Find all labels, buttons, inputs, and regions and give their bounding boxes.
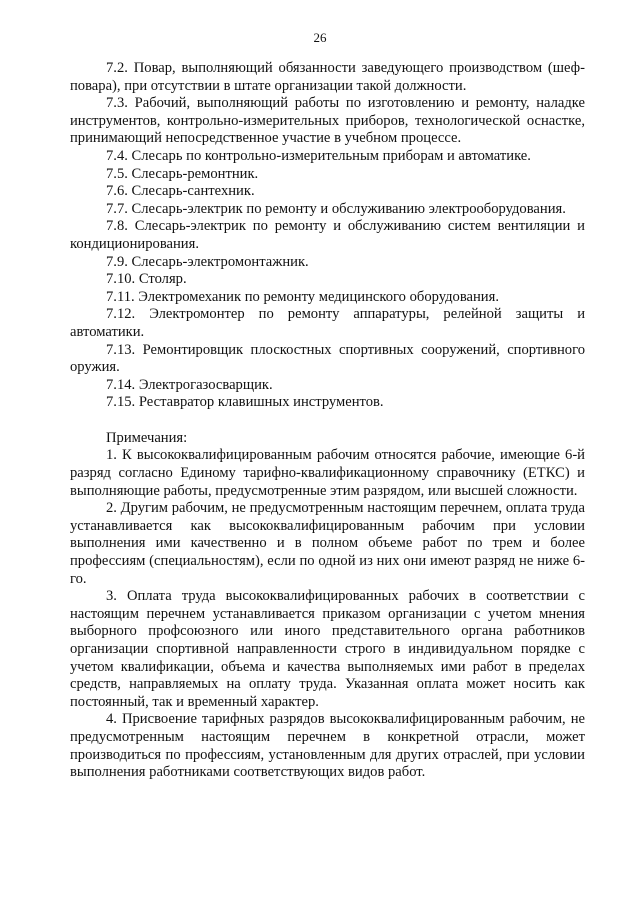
- list-item: 7.8. Слесарь-электрик по ремонту и обслуживанию систем вентиляции и кондиционирования.: [70, 218, 585, 252]
- list-item: 7.9. Слесарь-электромонтажник.: [106, 253, 309, 270]
- document-body: [70, 60, 585, 782]
- note-paragraph: 3. Оплата труда высококвалифицированных рабочих в соответствии с настоящим перечнем устанавливается приказом организации с учетом мнения выборного профсоюзного или иного представительного органа работников организации спортивной направленности строго в индивидуальном порядке с учетом квалификации, объема и качества выполняемых ими работ в пределах средств, направляемых на оплату труда. Указанная оплата может носить как постоянный, так и временный характер.: [70, 588, 585, 710]
- list-item: 7.7. Слесарь-электрик по ремонту и обслуживанию электрооборудования.: [106, 200, 566, 217]
- notes-title: Примечания:: [106, 429, 188, 446]
- list-item: 7.6. Слесарь-сантехник.: [106, 183, 255, 200]
- list-item: 7.11. Электромеханик по ремонту медицинского оборудования.: [106, 288, 499, 305]
- note-paragraph: 4. Присвоение тарифных разрядов высококвалифицированным рабочим, не предусмотренным настоящим перечнем в конкретной отрасли, может производиться по профессиям, установленным для других отраслей, при условии выполнения работниками соответствующих видов работ.: [70, 711, 585, 781]
- list-item: 7.3. Рабочий, выполняющий работы по изготовлению и ремонту, наладке инструментов, контрольно-измерительных приборов, технологической оснастке, принимающий непосредственное участие в учебном процессе.: [70, 95, 585, 147]
- list-item: 7.10. Столяр.: [106, 271, 187, 288]
- page-number: 26: [313, 30, 327, 45]
- list-item: 7.15. Реставратор клавишных инструментов.: [106, 394, 384, 411]
- note-paragraph: 2. Другим рабочим, не предусмотренным настоящим перечнем, оплата труда устанавливается как высококвалифицированным рабочим при условии выполнения ими качественно и в полном объеме работ по трем и более профессиям (специальностям), если по одной из них они имеют разряд не ниже 6-го.: [70, 500, 585, 587]
- list-item: 7.14. Электрогазосварщик.: [106, 376, 273, 393]
- list-item: 7.13. Ремонтировщик плоскостных спортивных сооружений, спортивного оружия.: [70, 341, 585, 376]
- list-item: 7.12. Электромонтер по ремонту аппаратуры, релейной защиты и автоматики.: [70, 306, 585, 340]
- list-item: 7.4. Слесарь по контрольно-измерительным приборам и автоматике.: [106, 147, 531, 164]
- list-item: 7.5. Слесарь-ремонтник.: [106, 165, 259, 182]
- note-paragraph: 1. К высококвалифицированным рабочим относятся рабочие, имеющие 6-й разряд согласно Единому тарифно-квалификационному справочнику (ЕТКС) и выполняющие работы, предусмотренные этим разрядом, или высшей сложности.: [70, 447, 585, 499]
- section-gap: [70, 412, 585, 430]
- list-item: 7.2. Повар, выполняющий обязанности заведующего производством (шеф-повара), при отсутствии в штате организации такой должности.: [70, 60, 585, 94]
